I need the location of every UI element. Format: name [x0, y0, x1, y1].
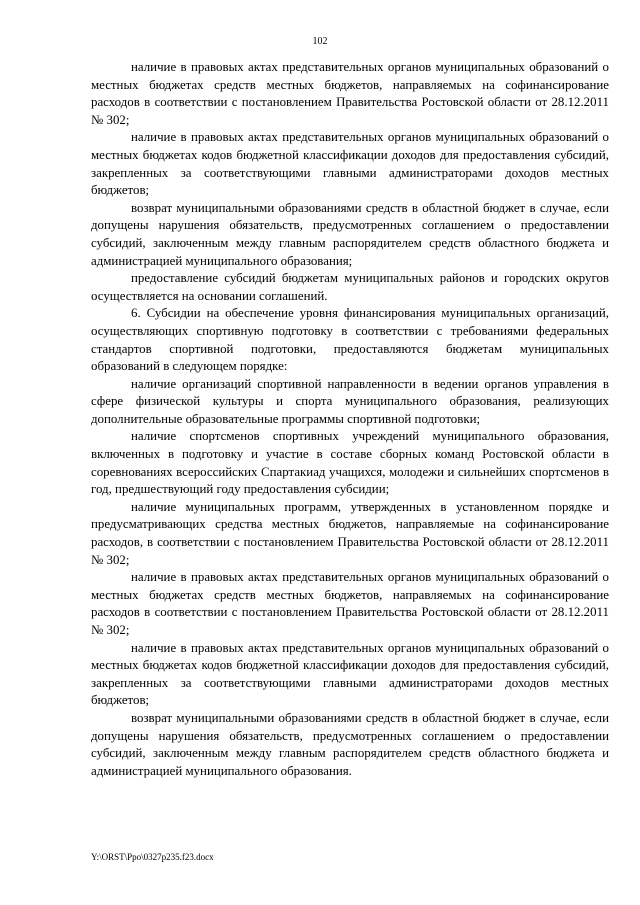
- document-body: [91, 59, 609, 780]
- paragraph-8: наличие муниципальных программ, утвержденных в установленном порядке и предусматривающих средства местных бюджетов, направляемые на софинансирование расходов, в соответствии с постановлением Правительства Ростовской области от 28.12.2011 № 302;: [91, 499, 609, 567]
- paragraph-3: возврат муниципальными образованиями средств в областной бюджет в случае, если допущены нарушения обязательств, предусмотренных соглашением о предоставлении субсидий, заключенным между главным распорядителем средств областного бюджета и администрацией муниципального образования;: [91, 200, 609, 268]
- paragraph-6: наличие организаций спортивной направленности в ведении органов управления в сфере физической культуры и спорта муниципального образования, реализующих дополнительные образовательные программы спортивной подготовки;: [91, 376, 609, 426]
- paragraph-2: наличие в правовых актах представительных органов муниципальных образований о местных бюджетах кодов бюджетной классификации доходов для предоставления субсидий, закрепленных за соответствующими главными администраторами доходов местных бюджетов;: [91, 130, 609, 198]
- paragraph-11: возврат муниципальными образованиями средств в областной бюджет в случае, если допущены нарушения обязательств, предусмотренных соглашением о предоставлении субсидий, заключенным между главным распорядителем средств областного бюджета и администрацией муниципального образования.: [91, 710, 609, 778]
- paragraph-9: наличие в правовых актах представительных органов муниципальных образований о местных бюджетах средств местных бюджетов, направляемых на софинансирование расходов в соответствии с постановлением Правительства Ростовской области от 28.12.2011 № 302;: [91, 570, 609, 637]
- paragraph-1: наличие в правовых актах представительных органов муниципальных образований о местных бюджетах средств местных бюджетов, направляемых на софинансирование расходов в соответствии с постановлением Правительства Ростовской области от 28.12.2011 № 302;: [91, 60, 609, 127]
- paragraph-10: наличие в правовых актах представительных органов муниципальных образований о местных бюджетах кодов бюджетной классификации доходов для предоставления субсидий, закрепленных за соответствующими главными администраторами доходов местных бюджетов;: [91, 640, 609, 708]
- footer-file-path: Y:\ORST\Ppo\0327p235.f23.docx: [91, 852, 214, 862]
- paragraph-7: наличие спортсменов спортивных учреждений муниципального образования, включенных в подготовку и участие в составе сборных команд Ростовской области в соревнованиях всероссийских Спартакиад учащихся, молодежи и сильнейших спортсменов в год, предшествующий году предоставления субсидии;: [91, 429, 609, 497]
- paragraph-4: предоставление субсидий бюджетам муниципальных районов и городских округов осуществляется на основании соглашений.: [91, 271, 609, 303]
- page-number: 102: [312, 36, 328, 47]
- paragraph-5: 6. Субсидии на обеспечение уровня финансирования муниципальных организаций, осуществляющих спортивную подготовку в соответствии с требованиями федеральных стандартов спортивной подготовки, предоставляются бюджетам муниципальных образований в следующем порядке:: [91, 306, 609, 374]
